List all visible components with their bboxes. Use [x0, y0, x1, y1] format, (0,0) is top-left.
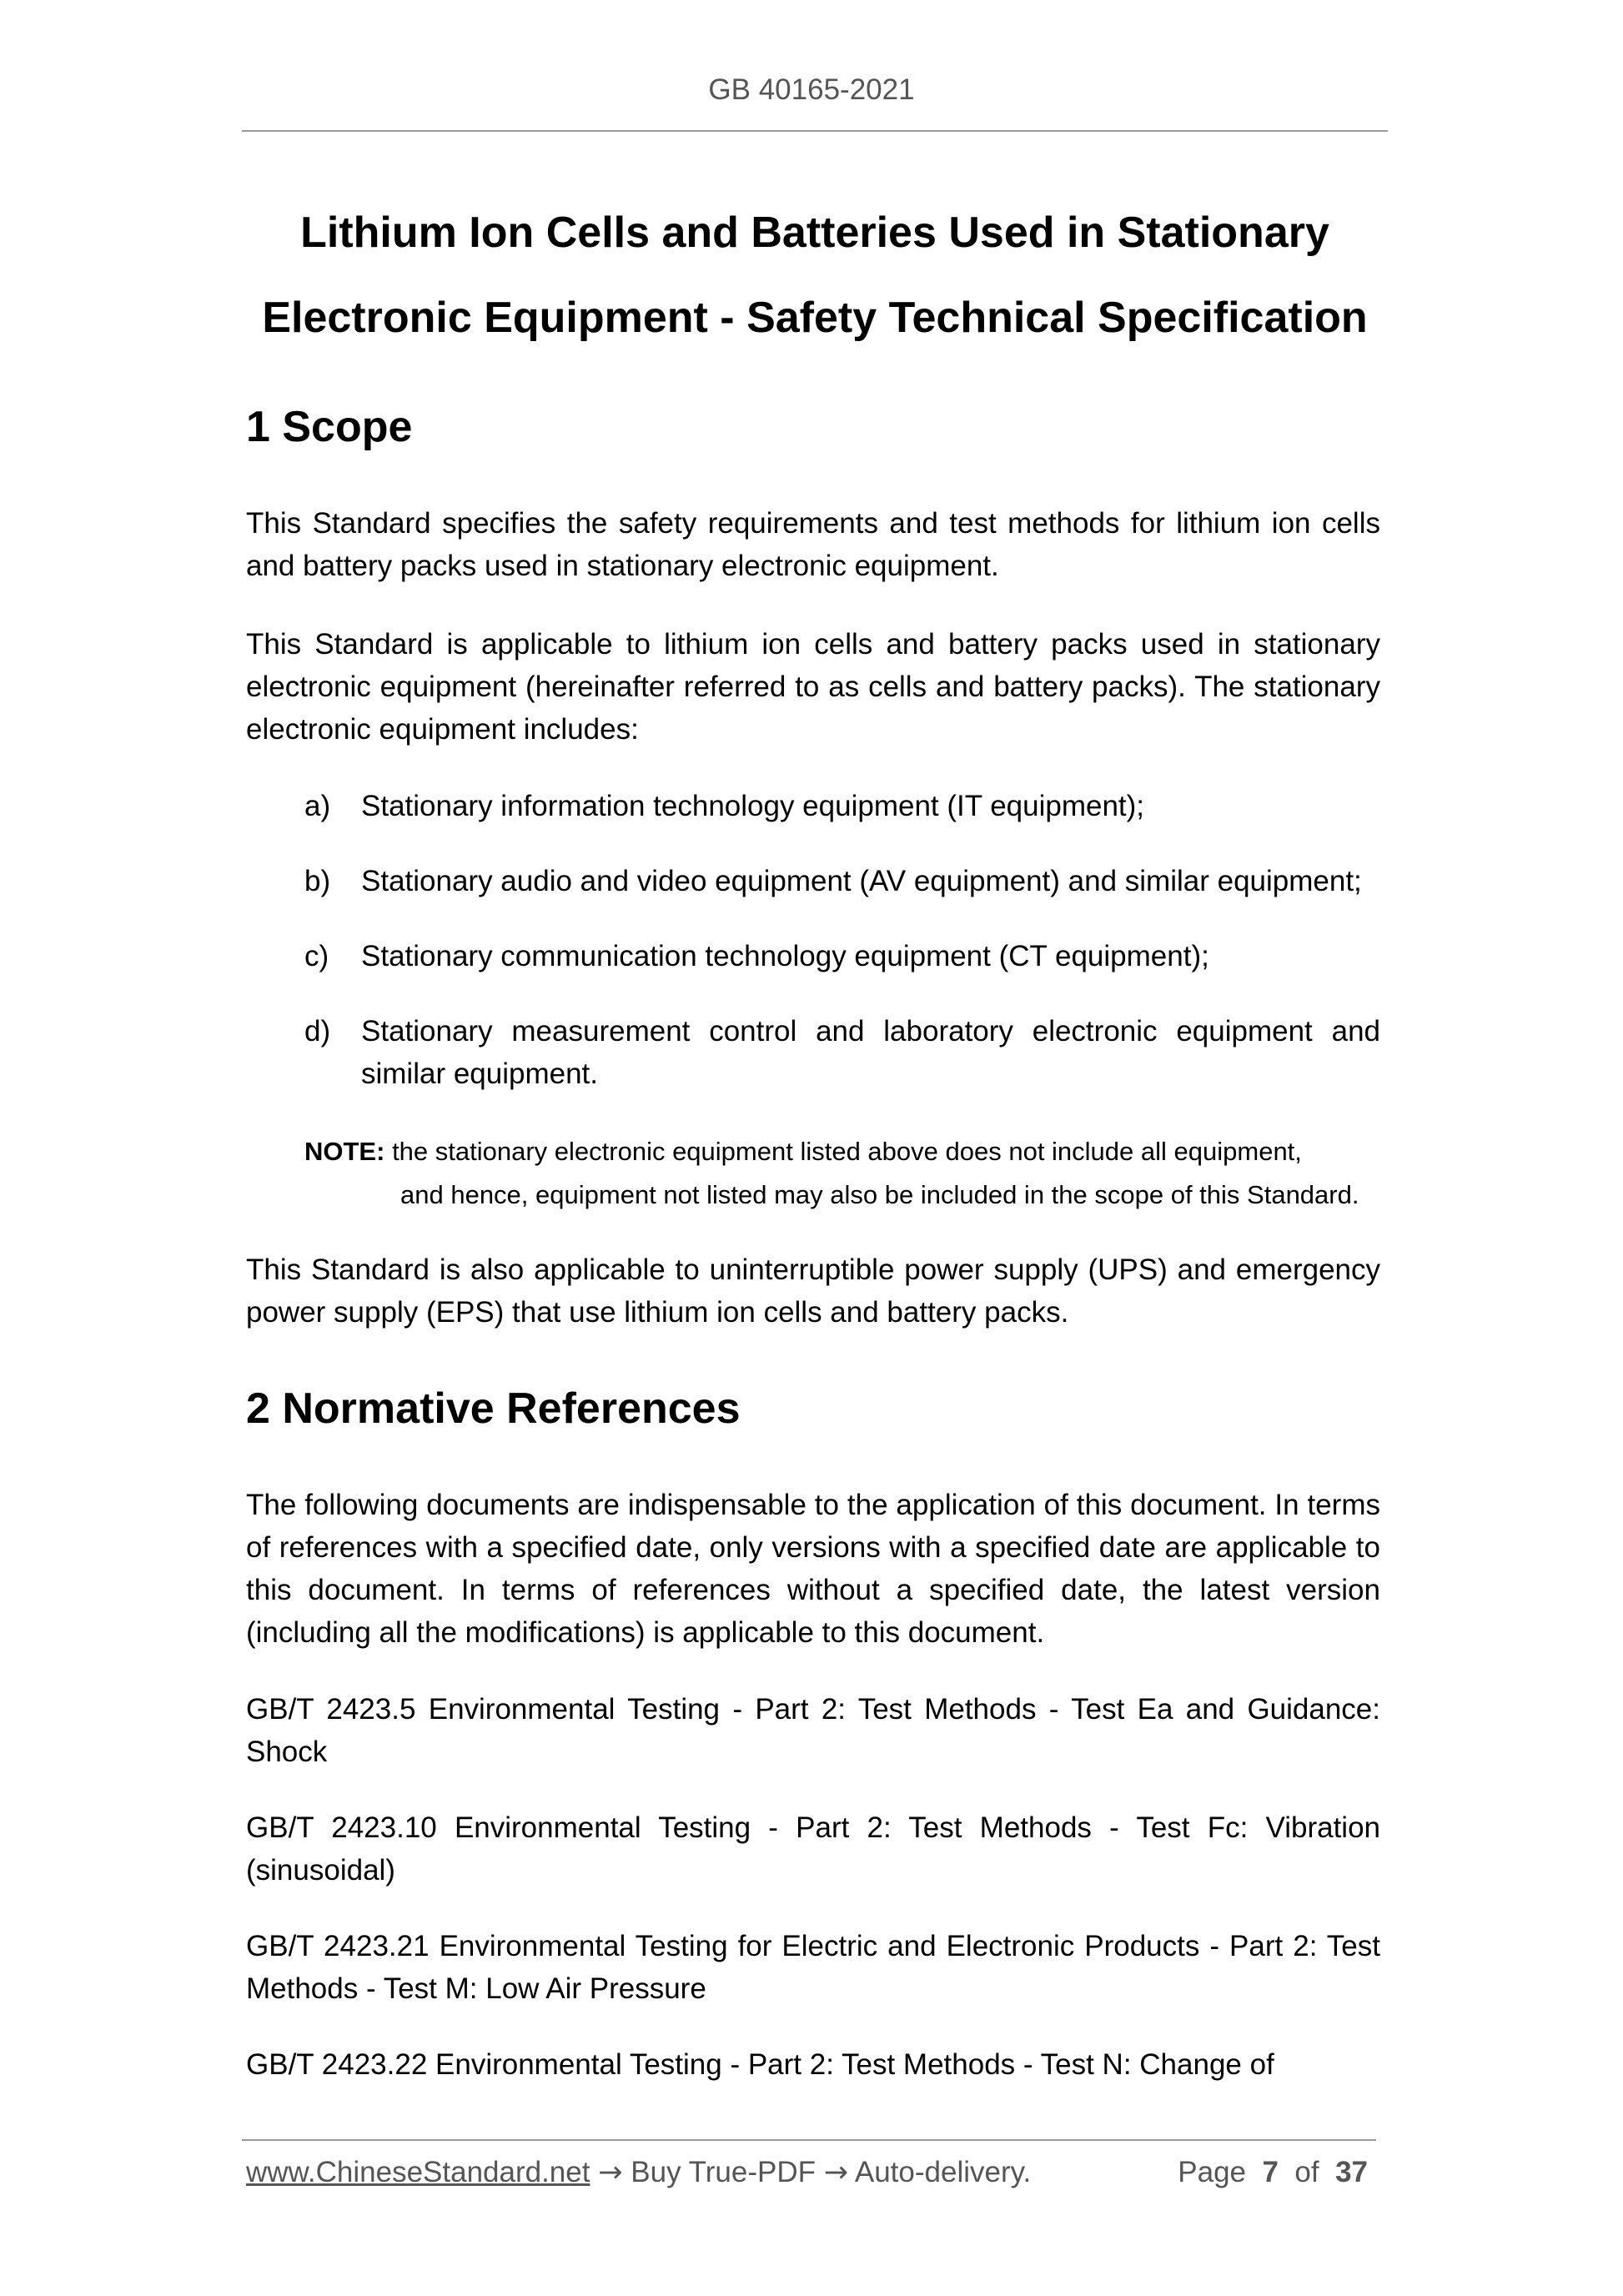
list-marker: c)	[304, 940, 329, 972]
document-title	[209, 190, 1421, 360]
reference-entry: GB/T 2423.10 Environmental Testing - Part 2: Test Methods - Test Fc: Vibration (sinusoidal)	[246, 1811, 1380, 1887]
section-heading-scope: 1 Scope	[246, 403, 413, 451]
list-item-c	[304, 935, 1380, 977]
list-text: Stationary information technology equipment (IT equipment);	[361, 790, 1145, 822]
list-text: Stationary measurement control and laboratory electronic equipment and similar equipment.	[361, 1015, 1380, 1090]
page-indicator	[1178, 2156, 1368, 2189]
reference-entry: GB/T 2423.5 Environmental Testing - Part 2: Test Methods - Test Ea and Guidance: Shock	[246, 1693, 1380, 1768]
section-heading-normative-references: 2 Normative References	[246, 1384, 741, 1433]
list-text: Stationary communication technology equipment (CT equipment);	[361, 940, 1209, 972]
list-item-a	[304, 785, 1380, 827]
document-code: GB 40165-2021	[708, 73, 915, 106]
references-intro-paragraph: The following documents are indispensable to the application of this document. In terms of references with a specified date, only versions with a specified date are applicable to this document. In terms of references without a specified date, the latest version (including all the modifications) is applicable to this document.	[246, 1489, 1380, 1649]
scope-paragraph-2: This Standard is applicable to lithium ion cells and battery packs used in stationary electronic equipment (hereinafter referred to as cells and battery packs). The stationary electronic equipment includes:	[246, 628, 1380, 746]
list-item-b	[304, 860, 1380, 902]
of-label: of	[1294, 2156, 1319, 2188]
footer-divider	[242, 2139, 1376, 2141]
page-label: Page	[1178, 2156, 1247, 2188]
reference-entry: GB/T 2423.21 Environmental Testing for Electric and Electronic Products - Part 2: Test Methods - Test M: Low Air Pressure	[246, 1930, 1380, 2005]
title-line-1: Lithium Ion Cells and Batteries Used in Stationary	[300, 208, 1329, 257]
note-line-2: and hence, equipment not listed may also be included in the scope of this Standard.	[400, 1180, 1359, 1209]
note-label: NOTE:	[304, 1137, 385, 1166]
list-marker: d)	[304, 1015, 331, 1048]
arrow-right-icon: →	[598, 2156, 623, 2189]
list-item-d	[304, 1010, 1380, 1095]
page-total: 37	[1335, 2156, 1368, 2188]
scope-note	[304, 1130, 1389, 1217]
website-link[interactable]: www.ChineseStandard.net	[246, 2156, 590, 2188]
arrow-right-icon: →	[823, 2156, 849, 2189]
note-line-1: the stationary electronic equipment listed above does not include all equipment,	[392, 1137, 1302, 1166]
header-divider	[242, 130, 1388, 132]
auto-delivery-text: Auto-delivery.	[854, 2156, 1032, 2188]
scope-paragraph-1: This Standard specifies the safety requirements and test methods for lithium ion cells and battery packs used in stationary electronic equipment.	[246, 507, 1380, 582]
title-line-2: Electronic Equipment - Safety Technical Specification	[262, 294, 1368, 342]
list-marker: a)	[304, 790, 331, 822]
list-text: Stationary audio and video equipment (AV equipment) and similar equipment;	[361, 865, 1362, 897]
page-footer	[246, 2156, 1380, 2189]
scope-paragraph-3: This Standard is also applicable to uninterruptible power supply (UPS) and emergency power supply (EPS) that use lithium ion cells and battery packs.	[246, 1254, 1380, 1329]
buy-true-pdf-text: Buy True-PDF	[631, 2156, 816, 2188]
reference-entry: GB/T 2423.22 Environmental Testing - Part 2: Test Methods - Test N: Change of	[246, 2048, 1274, 2081]
list-marker: b)	[304, 865, 331, 897]
page-number: 7	[1262, 2156, 1279, 2188]
